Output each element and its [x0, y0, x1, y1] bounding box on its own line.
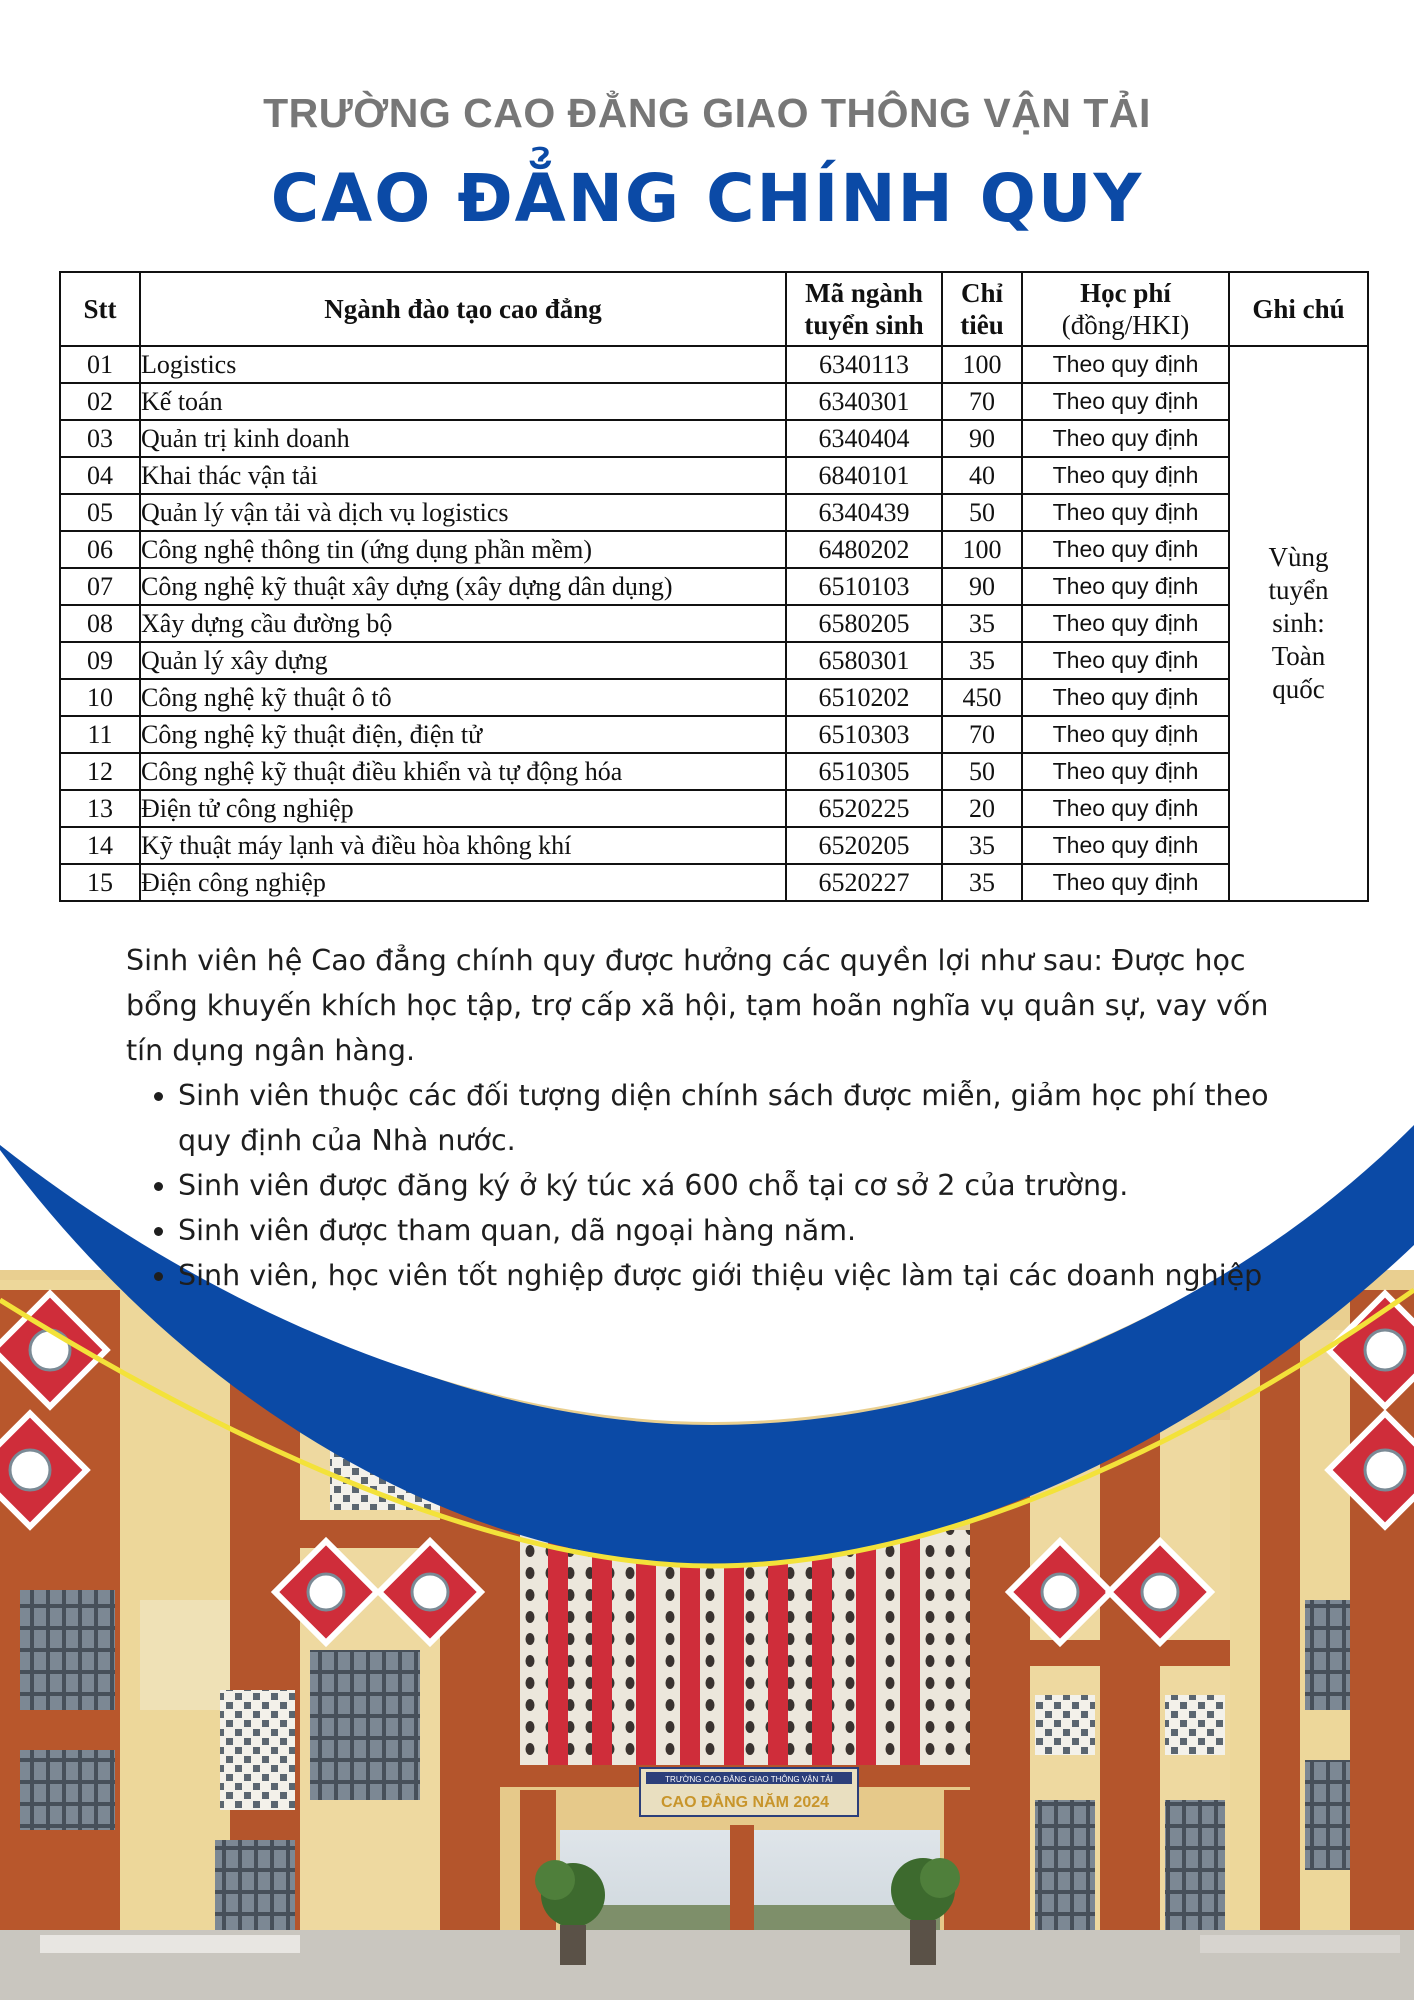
banner-small-text: TRƯỜNG CAO ĐẲNG GIAO THÔNG VẬN TẢI [665, 1775, 833, 1784]
row-quota: 70 [942, 716, 1022, 753]
row-program-name: Quản lý xây dựng [140, 642, 786, 679]
row-program-code: 6520225 [786, 790, 942, 827]
row-quota: 35 [942, 864, 1022, 901]
row-quota: 100 [942, 531, 1022, 568]
header-fee-line2: (đồng/HKI) [1061, 310, 1190, 340]
row-program-name: Quản lý vận tải và dịch vụ logistics [140, 494, 786, 531]
row-stt: 07 [60, 568, 140, 605]
row-fee: Theo quy định [1022, 827, 1229, 864]
row-program-name: Công nghệ kỹ thuật điều khiển và tự động hóa [140, 753, 786, 790]
row-program-name: Logistics [140, 346, 786, 383]
row-program-code: 6510303 [786, 716, 942, 753]
row-fee: Theo quy định [1022, 864, 1229, 901]
row-quota: 20 [942, 790, 1022, 827]
school-name: TRƯỜNG CAO ĐẲNG GIAO THÔNG VẬN TẢI [263, 90, 1151, 136]
benefits-section [126, 938, 1296, 1298]
row-quota: 35 [942, 605, 1022, 642]
note-line: Toàn [1271, 641, 1326, 671]
header-code-line2: tuyển sinh [804, 310, 924, 340]
benefit-item: • Sinh viên thuộc các đối tượng diện chính sách được miễn, giảm học phí theo quy định của Nhà nước. [178, 1073, 1296, 1163]
table-row [60, 790, 1368, 827]
table-body [60, 346, 1368, 901]
row-stt: 14 [60, 827, 140, 864]
row-fee: Theo quy định [1022, 346, 1229, 383]
row-fee: Theo quy định [1022, 679, 1229, 716]
row-stt: 10 [60, 679, 140, 716]
table-row [60, 457, 1368, 494]
row-quota: 35 [942, 642, 1022, 679]
row-program-code: 6580205 [786, 605, 942, 642]
table-row [60, 494, 1368, 531]
row-fee: Theo quy định [1022, 642, 1229, 679]
row-program-code: 6340404 [786, 420, 942, 457]
row-quota: 50 [942, 494, 1022, 531]
header-note: Ghi chú [1229, 272, 1368, 346]
table-row [60, 568, 1368, 605]
row-fee: Theo quy định [1022, 531, 1229, 568]
row-quota: 100 [942, 346, 1022, 383]
row-quota: 450 [942, 679, 1022, 716]
row-program-code: 6340439 [786, 494, 942, 531]
row-quota: 35 [942, 827, 1022, 864]
row-fee: Theo quy định [1022, 716, 1229, 753]
row-program-name: Quản trị kinh doanh [140, 420, 786, 457]
row-stt: 06 [60, 531, 140, 568]
note-line: tuyển [1268, 575, 1329, 605]
row-quota: 90 [942, 420, 1022, 457]
header-program: Ngành đào tạo cao đẳng [140, 272, 786, 346]
row-fee: Theo quy định [1022, 420, 1229, 457]
benefit-item: • Sinh viên được đăng ký ở ký túc xá 600 chỗ tại cơ sở 2 của trường. [178, 1163, 1296, 1208]
row-quota: 90 [942, 568, 1022, 605]
row-stt: 05 [60, 494, 140, 531]
row-fee: Theo quy định [1022, 494, 1229, 531]
table-row [60, 753, 1368, 790]
row-program-code: 6340301 [786, 383, 942, 420]
note-line: quốc [1272, 674, 1325, 704]
row-stt: 01 [60, 346, 140, 383]
row-program-name: Công nghệ kỹ thuật ô tô [140, 679, 786, 716]
row-fee: Theo quy định [1022, 753, 1229, 790]
row-program-name: Công nghệ thông tin (ứng dụng phần mềm) [140, 531, 786, 568]
row-fee: Theo quy định [1022, 790, 1229, 827]
row-program-code: 6520227 [786, 864, 942, 901]
row-program-code: 6840101 [786, 457, 942, 494]
table-row [60, 531, 1368, 568]
row-program-code: 6480202 [786, 531, 942, 568]
row-stt: 02 [60, 383, 140, 420]
table-row [60, 605, 1368, 642]
row-program-name: Điện công nghiệp [140, 864, 786, 901]
header-code [786, 272, 942, 346]
table-row [60, 420, 1368, 457]
row-program-code: 6510202 [786, 679, 942, 716]
header-stt: Stt [60, 272, 140, 346]
header-quota [942, 272, 1022, 346]
note-line: sinh: [1272, 608, 1325, 638]
benefit-item: • Sinh viên, học viên tốt nghiệp được giới thiệu việc làm tại các doanh nghiệp [178, 1253, 1296, 1298]
note-cell [1229, 346, 1368, 901]
table-row [60, 716, 1368, 753]
table-row [60, 679, 1368, 716]
benefits-list [126, 1073, 1296, 1298]
row-program-name: Khai thác vận tải [140, 457, 786, 494]
programs-table [59, 271, 1369, 902]
table-row [60, 827, 1368, 864]
row-fee: Theo quy định [1022, 568, 1229, 605]
note-line: Vùng [1268, 542, 1329, 572]
row-stt: 04 [60, 457, 140, 494]
row-program-code: 6510103 [786, 568, 942, 605]
header-fee [1022, 272, 1229, 346]
row-stt: 13 [60, 790, 140, 827]
row-stt: 11 [60, 716, 140, 753]
row-stt: 09 [60, 642, 140, 679]
row-program-name: Công nghệ kỹ thuật điện, điện tử [140, 716, 786, 753]
table-row [60, 346, 1368, 383]
row-fee: Theo quy định [1022, 457, 1229, 494]
row-stt: 08 [60, 605, 140, 642]
row-quota: 50 [942, 753, 1022, 790]
table-row [60, 642, 1368, 679]
row-stt: 12 [60, 753, 140, 790]
row-program-code: 6520205 [786, 827, 942, 864]
row-program-name: Công nghệ kỹ thuật xây dựng (xây dựng dân dụng) [140, 568, 786, 605]
row-stt: 15 [60, 864, 140, 901]
row-stt: 03 [60, 420, 140, 457]
table-row [60, 383, 1368, 420]
benefit-item: • Sinh viên được tham quan, dã ngoại hàng năm. [178, 1208, 1296, 1253]
header-code-line1: Mã ngành [805, 278, 923, 308]
row-fee: Theo quy định [1022, 605, 1229, 642]
row-program-name: Kế toán [140, 383, 786, 420]
header-fee-line1: Học phí [1080, 278, 1171, 308]
header-quota-line2: tiêu [960, 310, 1004, 340]
row-program-name: Kỹ thuật máy lạnh và điều hòa không khí [140, 827, 786, 864]
row-program-name: Điện tử công nghiệp [140, 790, 786, 827]
row-program-code: 6510305 [786, 753, 942, 790]
row-program-code: 6340113 [786, 346, 942, 383]
row-program-code: 6580301 [786, 642, 942, 679]
banner-big-text: CAO ĐẲNG NĂM 2024 [660, 1794, 830, 1811]
benefits-intro: Sinh viên hệ Cao đẳng chính quy được hưởng các quyền lợi như sau: Được học bổng khuyến khích học tập, trợ cấp xã hội, tạm hoãn nghĩa vụ quân sự, vay vốn tín dụng ngân hàng. [126, 944, 1269, 1067]
row-program-name: Xây dựng cầu đường bộ [140, 605, 786, 642]
table-header-row [60, 272, 1368, 346]
row-quota: 70 [942, 383, 1022, 420]
table-row [60, 864, 1368, 901]
row-quota: 40 [942, 457, 1022, 494]
page-title: CAO ĐẲNG CHÍNH QUY [270, 160, 1144, 237]
header-quota-line1: Chỉ [960, 278, 1004, 308]
row-fee: Theo quy định [1022, 383, 1229, 420]
